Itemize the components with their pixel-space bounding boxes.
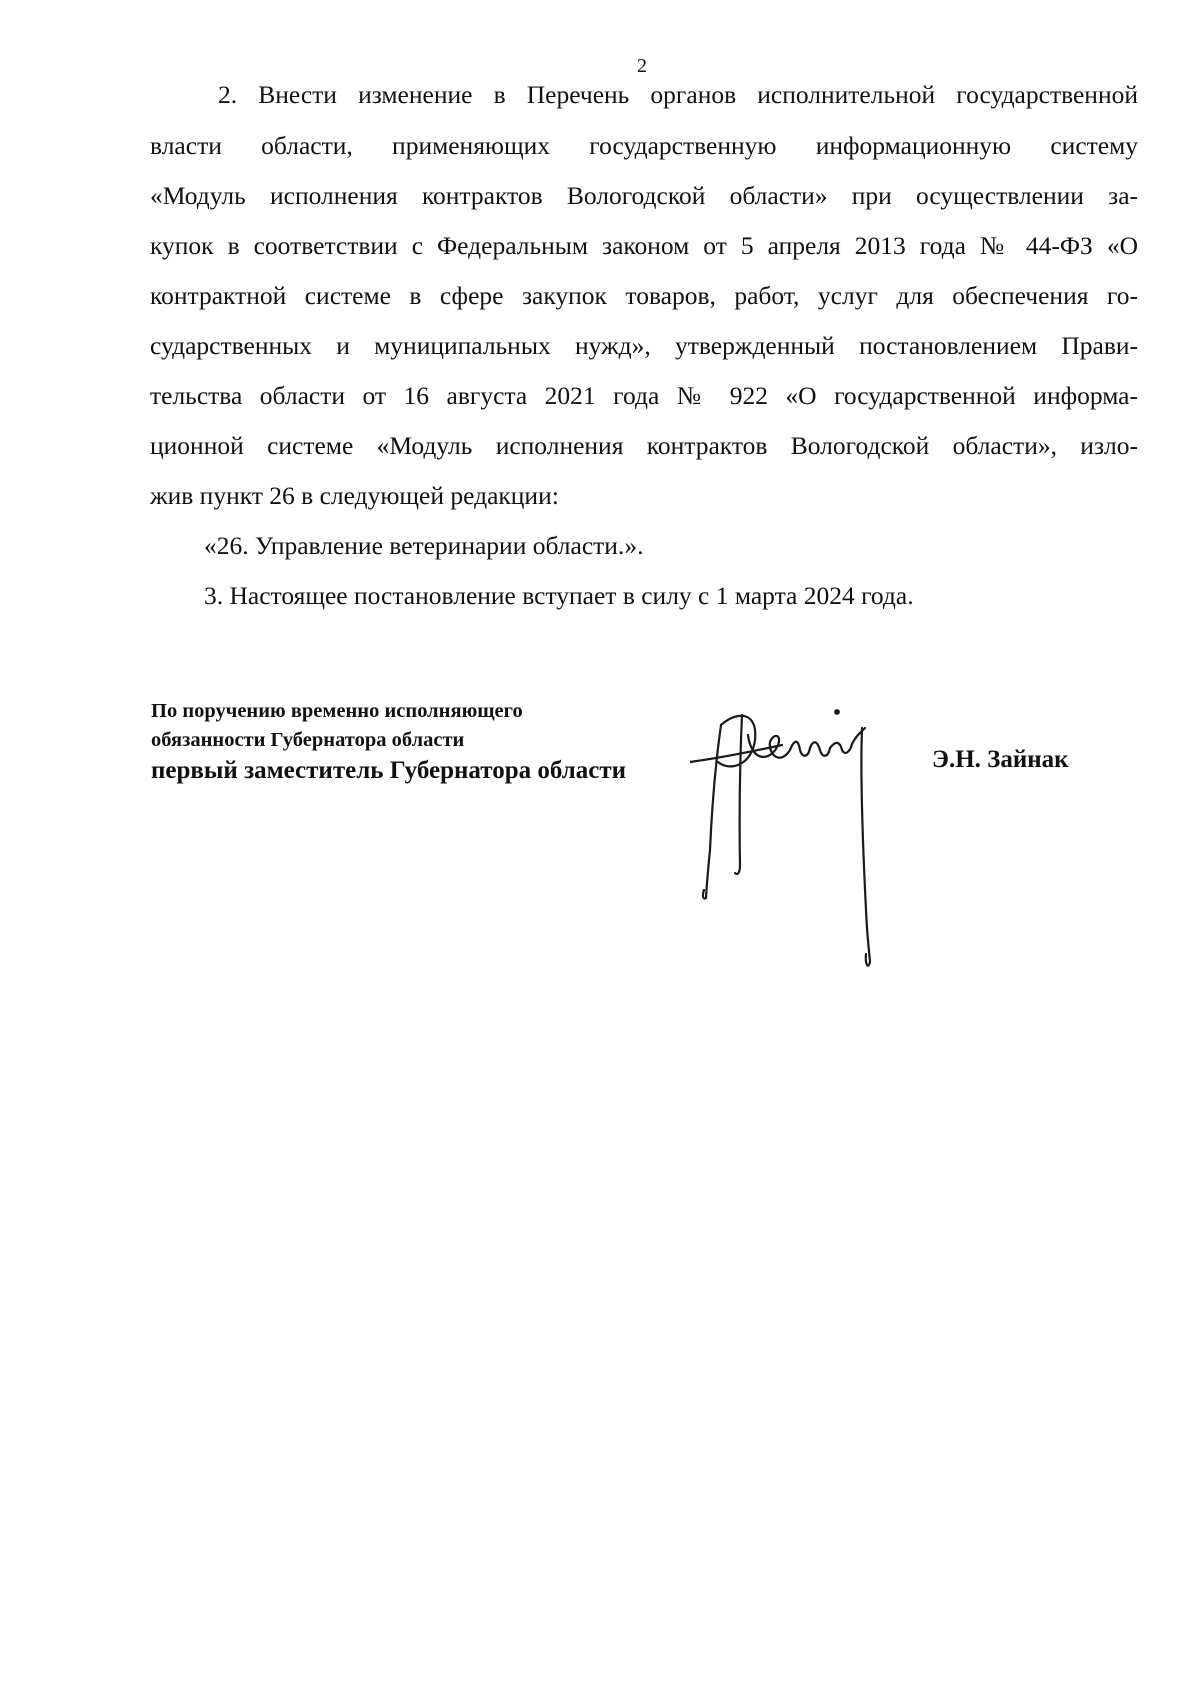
paragraph-2-line-6: сударственных и муниципальных нужд», утвержденный постановлением Прави- (150, 331, 1138, 360)
paragraph-2-line-7: тельства области от 16 августа 2021 года № 922 «О государственной информа- (150, 381, 1138, 410)
quoted-item: «26. Управление ветеринарии области.». (204, 531, 644, 560)
paragraph-2-line-8: ционной системе «Модуль исполнения контрактов Вологодской области», изло- (150, 431, 1138, 460)
handwritten-signature (690, 700, 920, 1000)
paragraph-2-line-5: контрактной системе в сфере закупок товаров, работ, услуг для обеспечения го- (150, 281, 1138, 310)
paragraph-2-line-1: 2. Внести изменение в Перечень органов исполнительной государственной (218, 80, 1138, 109)
paragraph-2-line-2: власти области, применяющих государственную информационную систему (150, 131, 1138, 160)
signature-line-2: обязанности Губернатора области (151, 729, 465, 751)
paragraph-2-line-4: купок в соответствии с Федеральным законом от 5 апреля 2013 года № 44-ФЗ «О (150, 231, 1138, 260)
paragraph-2-line-9: жив пункт 26 в следующей редакции: (150, 481, 559, 510)
signature-line-3: первый заместитель Губернатора области (151, 757, 627, 784)
signature-block (151, 697, 626, 787)
page-number: 2 (637, 55, 647, 77)
signature-line-1: По поручению временно исполняющего (151, 700, 523, 722)
paragraph-3: 3. Настоящее постановление вступает в силу с 1 марта 2024 года. (204, 581, 914, 610)
signer-name: Э.Н. Зайнак (932, 746, 1069, 773)
paragraph-2-line-3: «Модуль исполнения контрактов Вологодской области» при осуществлении за- (150, 181, 1138, 210)
